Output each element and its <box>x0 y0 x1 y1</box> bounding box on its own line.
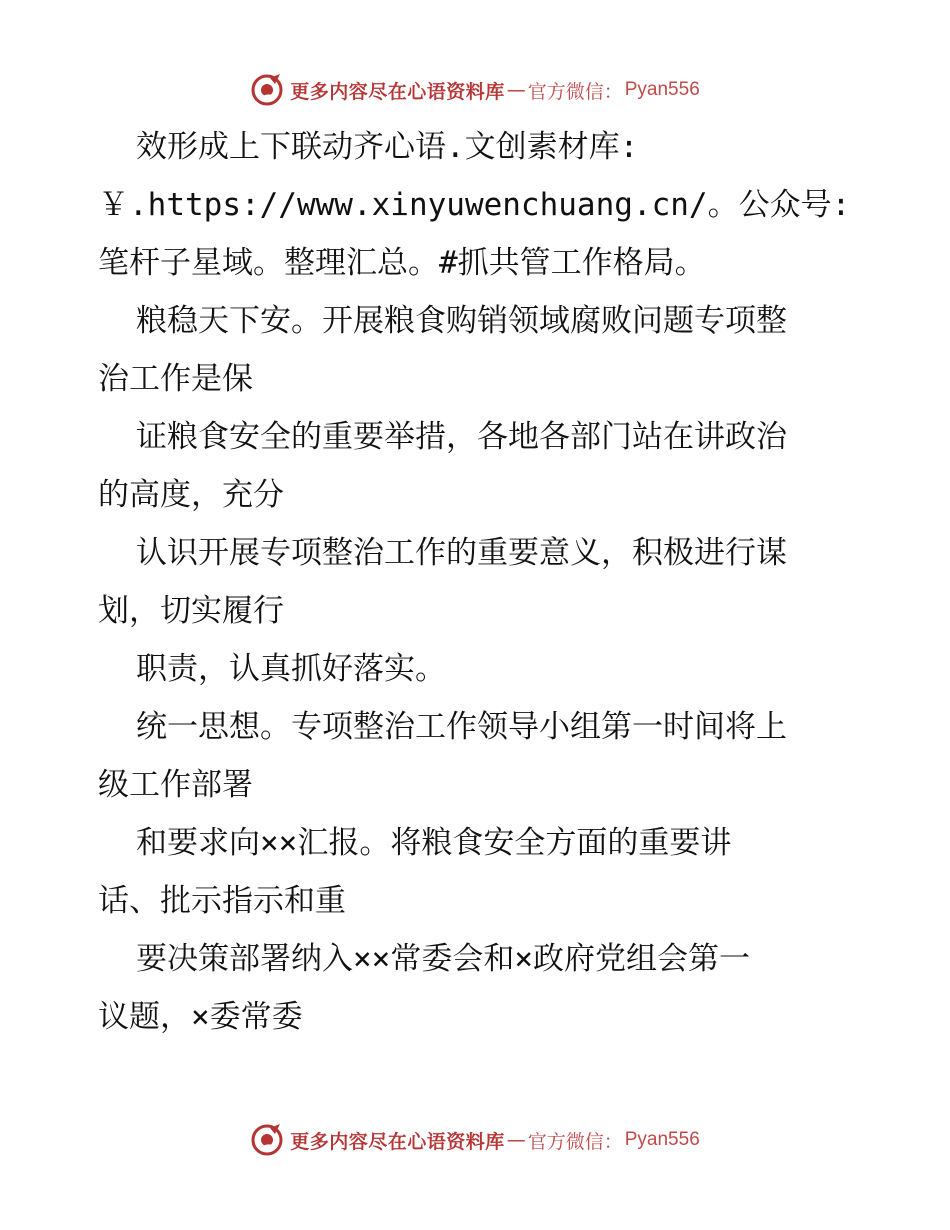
brand-logo-icon <box>250 73 284 107</box>
footer-site-name: 更多内容尽在心语资料库 <box>290 1130 505 1153</box>
text-line-11: 统一思想。专项整治工作领导小组第一时间将上 <box>136 709 787 745</box>
text-line-5: 治工作是保 <box>98 361 253 397</box>
text-line-8: 认识开展专项整治工作的重要意义，积极进行谋 <box>136 535 787 571</box>
text-line-14: 话、批示指示和重 <box>98 883 346 919</box>
text-line-13: 和要求向××汇报。将粮食安全方面的重要讲 <box>136 825 732 861</box>
text-line-2: ￥.https://www.xinyuwenchuang.cn/。公众号: <box>98 187 851 223</box>
text-line-1: 效形成上下联动齐心语.文创素材库: <box>136 129 639 165</box>
header-banner <box>0 70 950 110</box>
text-line-4: 粮稳天下安。开展粮食购销领域腐败问题专项整 <box>136 303 787 339</box>
text-line-10: 职责，认真抓好落实。 <box>136 651 446 687</box>
footer-wechat-label: 官方微信： <box>527 1130 623 1153</box>
footer-banner <box>0 1120 950 1160</box>
header-site-name: 更多内容尽在心语资料库 <box>290 80 505 103</box>
text-line-12: 级工作部署 <box>98 767 253 803</box>
text-line-9: 划，切实履行 <box>98 593 284 629</box>
brand-logo-icon <box>250 1123 284 1157</box>
text-line-7: 的高度，充分 <box>98 477 284 513</box>
text-line-3: 笔杆子星域。整理汇总。#抓共管工作格局。 <box>98 245 706 281</box>
footer-wechat-id: Pyan556 <box>624 1129 700 1150</box>
document-body <box>98 118 858 1046</box>
text-line-16: 议题，×委常委 <box>98 999 303 1035</box>
header-dash: — <box>506 79 526 101</box>
header-wechat-label: 官方微信： <box>527 80 623 103</box>
text-line-6: 证粮食安全的重要举措，各地各部门站在讲政治 <box>136 419 787 455</box>
header-wechat-id: Pyan556 <box>624 79 700 100</box>
footer-dash: — <box>506 1129 526 1151</box>
text-line-15: 要决策部署纳入××常委会和×政府党组会第一 <box>136 941 750 977</box>
